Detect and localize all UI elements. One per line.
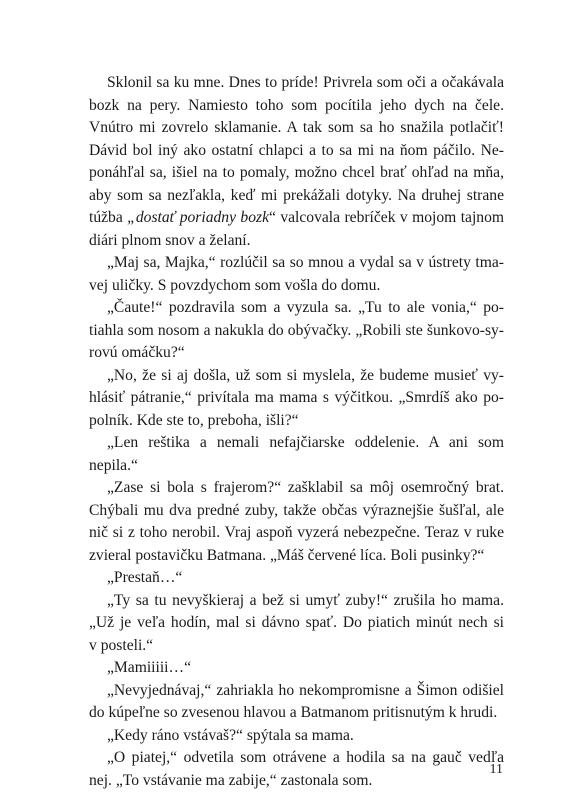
- text-line: v posteli.“: [89, 636, 154, 654]
- paragraph: [89, 567, 504, 590]
- text-line: nej. „To vstávanie ma zabije,“ zastonala som.: [89, 771, 373, 789]
- text-line: diári plnom snov a želaní.: [89, 231, 251, 249]
- text-line: „Čaute!“ pozdravila som a vyzula sa. „Tu to ale vonia,“ po-: [107, 299, 504, 316]
- paragraph: [89, 725, 504, 748]
- text-line: „No, že si aj došla, už som si myslela, že budeme musieť vy-: [107, 366, 504, 384]
- text-line: tiahla som nosom a nakukla do obývačky. „Robili ste šunkovo-sy-: [89, 321, 504, 339]
- text-line: rovú omáčku?“: [89, 344, 185, 361]
- text-line: Vnútro mi zovrelo sklamanie. A tak som sa ho snažila potlačiť!: [89, 119, 504, 136]
- text-line: aby som sa nezľakla, keď mi prekážali dotyky. Na druhej strane: [89, 186, 504, 204]
- text-segment: túžba: [89, 209, 128, 226]
- text-line: hlásiť pátranie,“ privítala ma mama s výčitkou. „Smrdíš ako po-: [89, 389, 504, 406]
- text-line: „Mamiiiii…“: [107, 659, 192, 676]
- text-line: do kúpeľne so zvesenou hlavou a Batmanom pritisnutým k hrudi.: [89, 704, 498, 721]
- text-line: Chýbali mu dva predné zuby, takže občas výraznejšie šušľal, ale: [89, 501, 504, 519]
- text-line: zvieral postavičku Batmana. „Máš červené líca. Boli pusinky?“: [89, 546, 485, 564]
- text-line: „Prestaň…“: [107, 569, 183, 586]
- text-segment: “ valcovala rebríček v mojom tajnom: [269, 209, 505, 226]
- paragraph: [89, 657, 504, 680]
- paragraph: [89, 747, 504, 792]
- paragraph: [89, 252, 504, 297]
- text-line: vej uličky. S povzdychom som vošla do domu.: [89, 276, 381, 294]
- text-line: „Len reštika a nemali nefajčiarske oddelenie. A ani som nepila.“: [89, 434, 504, 474]
- text-line: Dávid bol iný ako ostatní chlapci a to sa mi na ňom páčilo. Ne-: [89, 141, 504, 159]
- text-line: „Kedy ráno vstávaš?“ spýtala sa mama.: [107, 726, 354, 744]
- paragraph: [89, 365, 504, 433]
- paragraph: [89, 297, 504, 365]
- paragraph: [89, 680, 504, 725]
- italic-phrase: „dostať poriadny bozk: [127, 209, 269, 226]
- body-text: [89, 72, 504, 792]
- paragraph: [89, 72, 504, 252]
- text-line: „Maj sa, Majka,“ rozlúčil sa so mnou a vydal sa v ústrety tma-: [107, 254, 504, 271]
- paragraph: [89, 477, 504, 567]
- text-line: „O piatej,“ odvetila som otrávene a hodila sa na gauč vedľa: [107, 749, 504, 766]
- page-number: 11: [489, 762, 503, 777]
- text-line: polník. Kde ste to, preboha, išli?“: [89, 411, 299, 429]
- text-line: nič si z toho nerobil. Vraj aspoň vyzerá nebezpečne. Teraz v ruke: [89, 524, 504, 541]
- paragraph: [89, 590, 504, 658]
- paragraph: [89, 432, 504, 477]
- text-line: „Už je veľa hodín, mal si dávno spať. Do piatich minút nech si: [89, 614, 504, 631]
- text-line: „Nevyjednávaj,“ zahriakla ho nekompromisne a Šimon odišiel: [107, 681, 504, 699]
- text-line: bozk na pery. Namiesto toho som pocítila jeho dych na čele.: [89, 96, 504, 114]
- text-line: „Ty sa tu nevyškieraj a bež si umyť zuby!“ zrušila ho mama.: [107, 591, 504, 609]
- text-line: Sklonil sa ku mne. Dnes to príde! Privrela som oči a očakávala: [107, 74, 504, 91]
- text-line: [89, 207, 504, 230]
- text-line: „Zase si bola s frajerom?“ zašklabil sa môj osemročný brat.: [107, 479, 504, 496]
- text-line: ponáhľal sa, išiel na to pomaly, možno chcel brať ohľad na mňa,: [89, 164, 504, 181]
